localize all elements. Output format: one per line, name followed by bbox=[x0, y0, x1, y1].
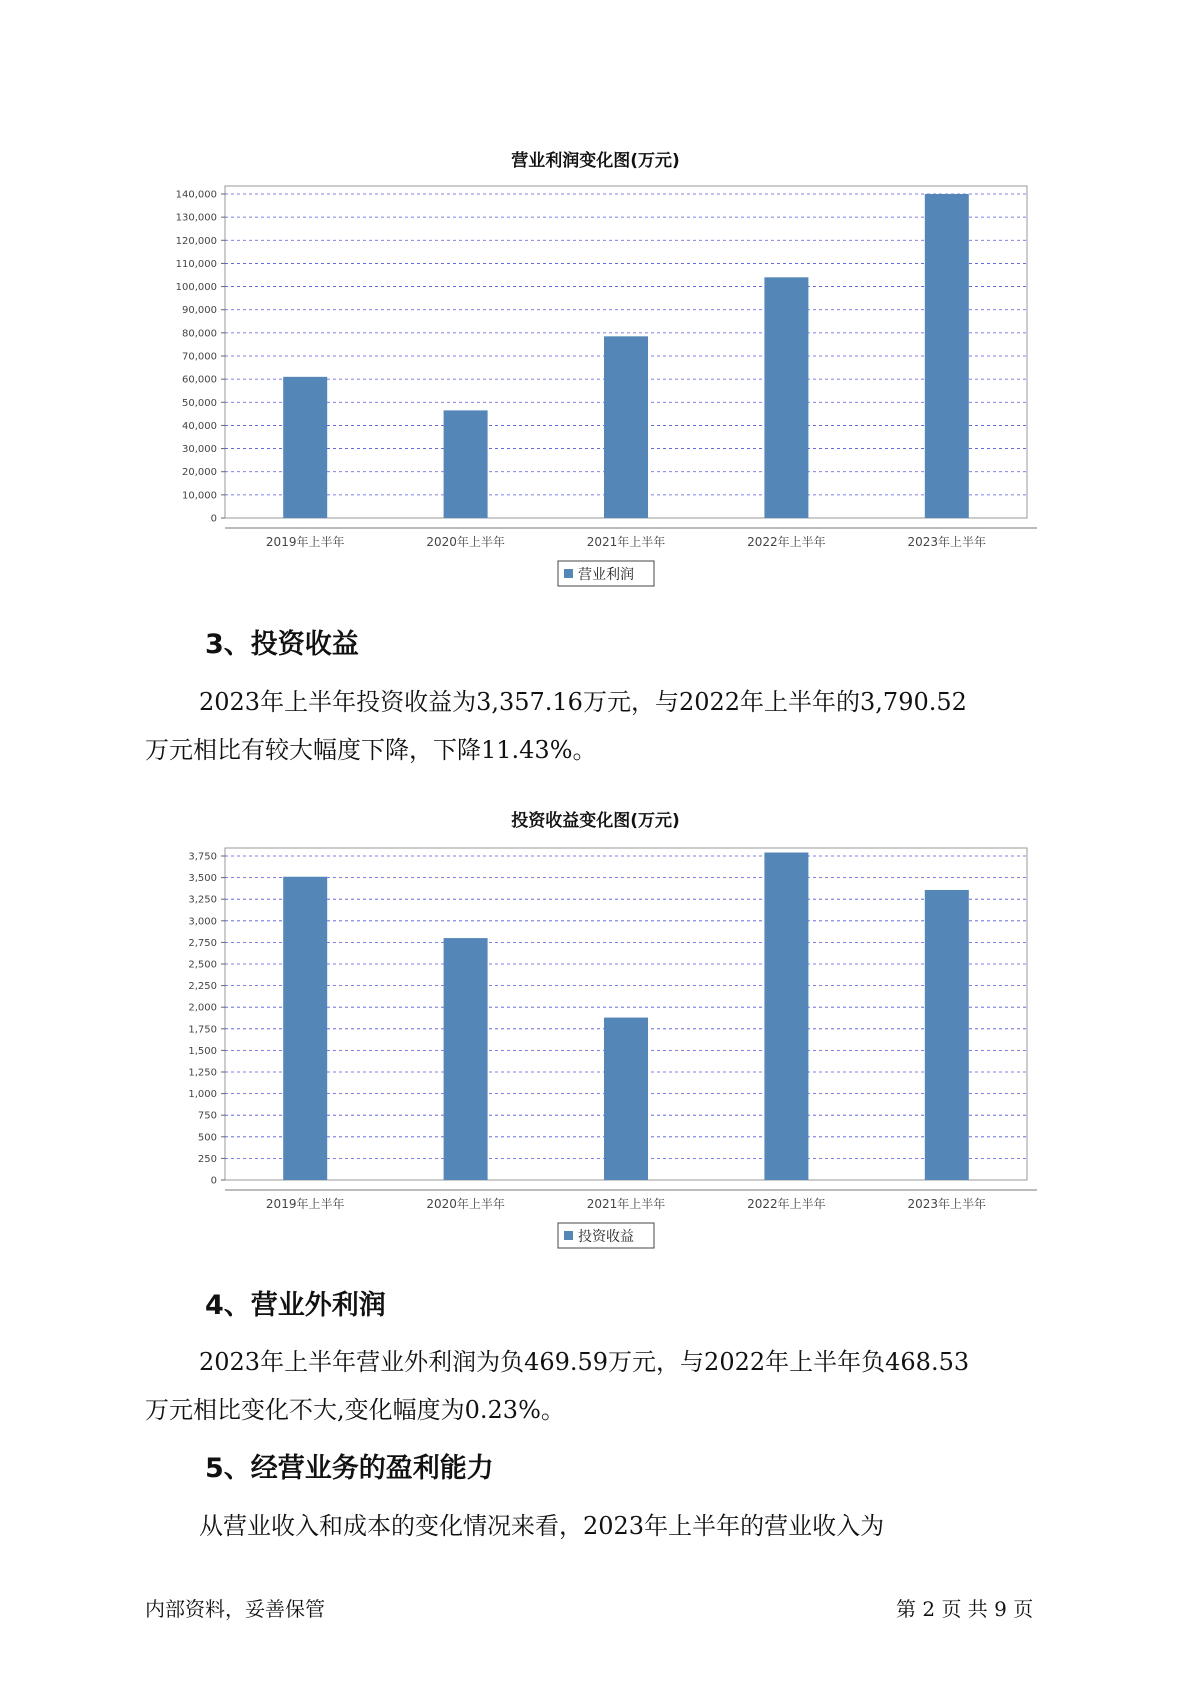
x-category-label: 2021年上半年 bbox=[586, 1197, 666, 1211]
bar bbox=[764, 852, 808, 1180]
y-tick-label: 20,000 bbox=[182, 467, 217, 479]
y-tick-label: 30,000 bbox=[182, 444, 217, 456]
y-tick-label: 70,000 bbox=[182, 351, 217, 363]
bar bbox=[283, 377, 327, 518]
bar bbox=[283, 877, 327, 1180]
x-category-label: 2023年上半年 bbox=[907, 1197, 987, 1211]
y-tick-label: 2,250 bbox=[188, 981, 217, 993]
x-category-label: 2022年上半年 bbox=[747, 1197, 826, 1211]
y-tick-label: 120,000 bbox=[175, 235, 217, 247]
paragraph-investment-income bbox=[145, 678, 1045, 774]
chart-investment-income bbox=[0, 832, 1191, 1252]
y-tick-label: 3,750 bbox=[188, 851, 217, 863]
bar bbox=[604, 336, 648, 518]
y-tick-label: 140,000 bbox=[175, 189, 217, 201]
y-tick-label: 90,000 bbox=[182, 305, 217, 317]
y-tick-label: 110,000 bbox=[175, 258, 217, 270]
bar bbox=[925, 194, 969, 518]
x-category-label: 2022年上半年 bbox=[747, 535, 826, 549]
chart-title-investment-income: 投资收益变化图(万元) bbox=[511, 811, 680, 831]
y-tick-label: 80,000 bbox=[182, 328, 217, 340]
legend-swatch bbox=[564, 1231, 573, 1240]
legend-label: 投资收益 bbox=[578, 1229, 634, 1245]
x-category-label: 2019年上半年 bbox=[265, 535, 345, 549]
footer-confidential-note: 内部资料，妥善保管 bbox=[145, 1597, 325, 1621]
y-tick-label: 500 bbox=[197, 1132, 217, 1144]
y-tick-label: 0 bbox=[210, 1175, 217, 1187]
y-tick-label: 3,000 bbox=[188, 916, 217, 928]
chart-operating-profit bbox=[0, 170, 1191, 590]
section-heading-non-operating-profit: 4、营业外利润 bbox=[205, 1290, 386, 1321]
paragraph-line: 万元相比有较大幅度下降，下降11.43%。 bbox=[145, 736, 597, 764]
y-tick-label: 3,250 bbox=[188, 894, 217, 906]
paragraph-line: 2023年上半年营业外利润为负469.59万元，与2022年上半年负468.53 bbox=[199, 1348, 970, 1376]
bar bbox=[444, 410, 488, 518]
bar bbox=[604, 1018, 648, 1180]
y-tick-label: 1,500 bbox=[188, 1045, 217, 1057]
y-tick-label: 130,000 bbox=[175, 212, 217, 224]
x-category-label: 2020年上半年 bbox=[426, 1197, 505, 1211]
y-tick-label: 10,000 bbox=[182, 490, 217, 502]
y-tick-label: 0 bbox=[210, 513, 217, 525]
paragraph-non-operating-profit bbox=[145, 1338, 1045, 1434]
y-tick-label: 1,750 bbox=[188, 1024, 217, 1036]
legend-label: 营业利润 bbox=[578, 567, 634, 583]
y-tick-label: 100,000 bbox=[175, 282, 217, 294]
bar bbox=[925, 890, 969, 1180]
y-tick-label: 750 bbox=[197, 1110, 217, 1122]
section-heading-profitability: 5、经营业务的盈利能力 bbox=[205, 1453, 494, 1484]
bar bbox=[444, 938, 488, 1180]
paragraph-line: 从营业收入和成本的变化情况来看，2023年上半年的营业收入为 bbox=[199, 1512, 885, 1540]
y-tick-label: 50,000 bbox=[182, 397, 217, 409]
x-category-label: 2021年上半年 bbox=[586, 535, 666, 549]
y-tick-label: 40,000 bbox=[182, 420, 217, 432]
x-category-label: 2020年上半年 bbox=[426, 535, 505, 549]
y-tick-label: 3,500 bbox=[188, 873, 217, 885]
paragraph-profitability bbox=[145, 1502, 1045, 1550]
x-category-label: 2019年上半年 bbox=[265, 1197, 345, 1211]
y-tick-label: 1,000 bbox=[188, 1089, 217, 1101]
paragraph-line: 万元相比变化不大,变化幅度为0.23%。 bbox=[145, 1396, 565, 1424]
y-tick-label: 250 bbox=[197, 1153, 217, 1165]
y-tick-label: 60,000 bbox=[182, 374, 217, 386]
y-tick-label: 2,000 bbox=[188, 1002, 217, 1014]
chart-title-operating-profit: 营业利润变化图(万元) bbox=[511, 151, 680, 171]
section-heading-investment-income: 3、投资收益 bbox=[205, 629, 359, 660]
y-tick-label: 2,500 bbox=[188, 959, 217, 971]
legend-swatch bbox=[564, 569, 573, 578]
bar bbox=[764, 277, 808, 518]
y-tick-label: 2,750 bbox=[188, 937, 217, 949]
x-category-label: 2023年上半年 bbox=[907, 535, 987, 549]
y-tick-label: 1,250 bbox=[188, 1067, 217, 1079]
footer-page-number: 第 2 页 共 9 页 bbox=[896, 1597, 1034, 1621]
paragraph-line: 2023年上半年投资收益为3,357.16万元，与2022年上半年的3,790.52 bbox=[199, 688, 967, 716]
